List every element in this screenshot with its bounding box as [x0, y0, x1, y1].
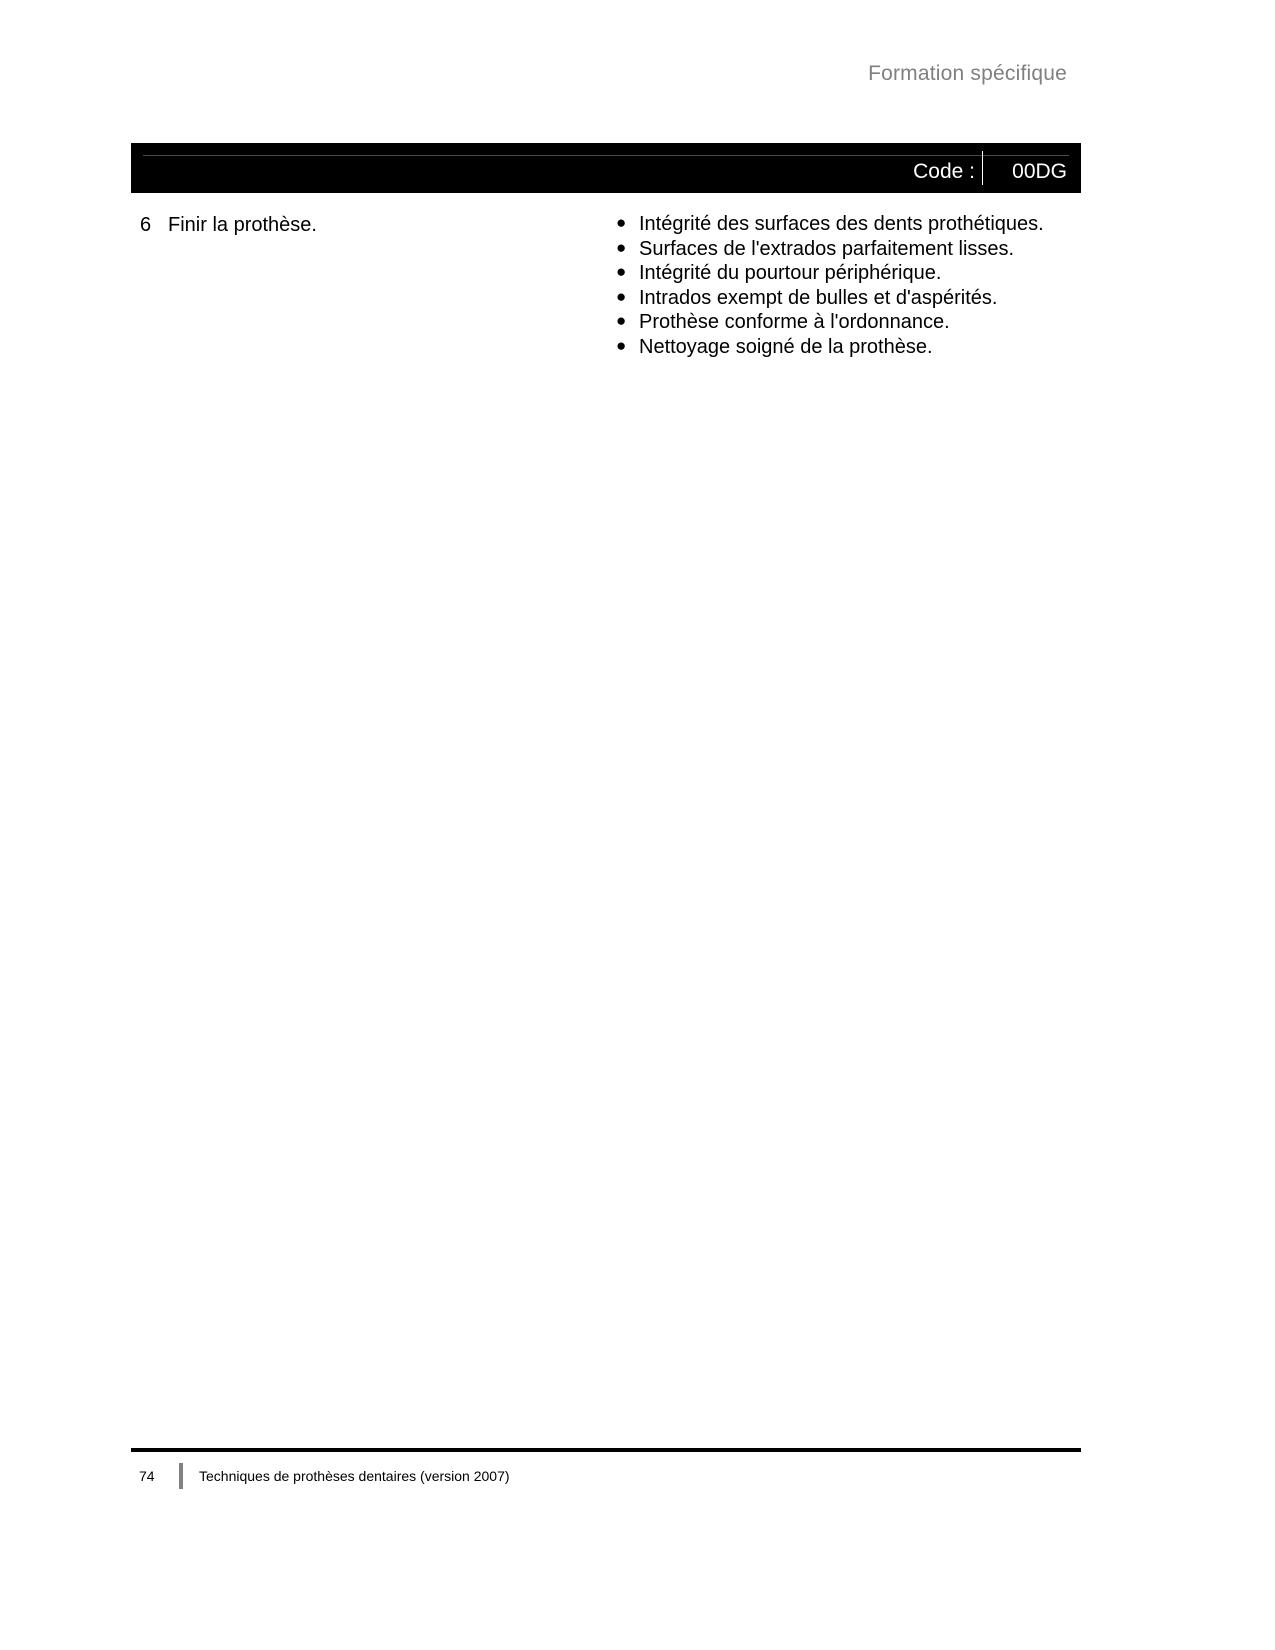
criteria-list [611, 212, 1081, 359]
bullet-icon: ● [616, 311, 627, 330]
criteria-text: Prothèse conforme à l'ordonnance. [639, 311, 950, 333]
task-text: Finir la prothèse. [168, 214, 317, 236]
list-item [611, 237, 1081, 262]
code-bar-divider [143, 155, 1069, 156]
footer-divider [131, 1448, 1081, 1452]
task-line [140, 212, 600, 238]
bullet-icon: ● [616, 286, 627, 306]
criteria-cell [611, 212, 1081, 359]
bullet-icon: ● [616, 335, 627, 355]
list-item [611, 335, 1081, 360]
criteria-text: Intégrité des surfaces des dents prothétiques. [639, 213, 1044, 235]
bullet-icon: ● [616, 213, 627, 232]
list-item [611, 212, 1081, 237]
task-number: 6 [140, 214, 152, 236]
code-bar [131, 143, 1081, 193]
footer-page-number: 74 [139, 1468, 155, 1484]
page-footer [131, 1463, 1081, 1493]
code-value: 00DG [1012, 160, 1067, 183]
criteria-text: Intrados exempt de bulles et d'aspérités. [639, 286, 998, 309]
list-item [611, 286, 1081, 311]
bullet-icon: ● [616, 237, 627, 257]
code-label: Code : [913, 160, 975, 183]
code-separator [982, 151, 983, 185]
list-item [611, 261, 1081, 286]
page-header-title: Formation spécifique [868, 62, 1067, 85]
bullet-icon: ● [616, 262, 627, 281]
footer-text: Techniques de prothèses dentaires (version 2007) [199, 1468, 510, 1484]
footer-accent-bar [179, 1463, 183, 1489]
criteria-text: Intégrité du pourtour périphérique. [639, 262, 942, 284]
criteria-text: Surfaces de l'extrados parfaitement lisses. [639, 237, 1015, 260]
list-item [611, 310, 1081, 335]
criteria-text: Nettoyage soigné de la prothèse. [639, 335, 933, 358]
task-cell [140, 212, 600, 238]
